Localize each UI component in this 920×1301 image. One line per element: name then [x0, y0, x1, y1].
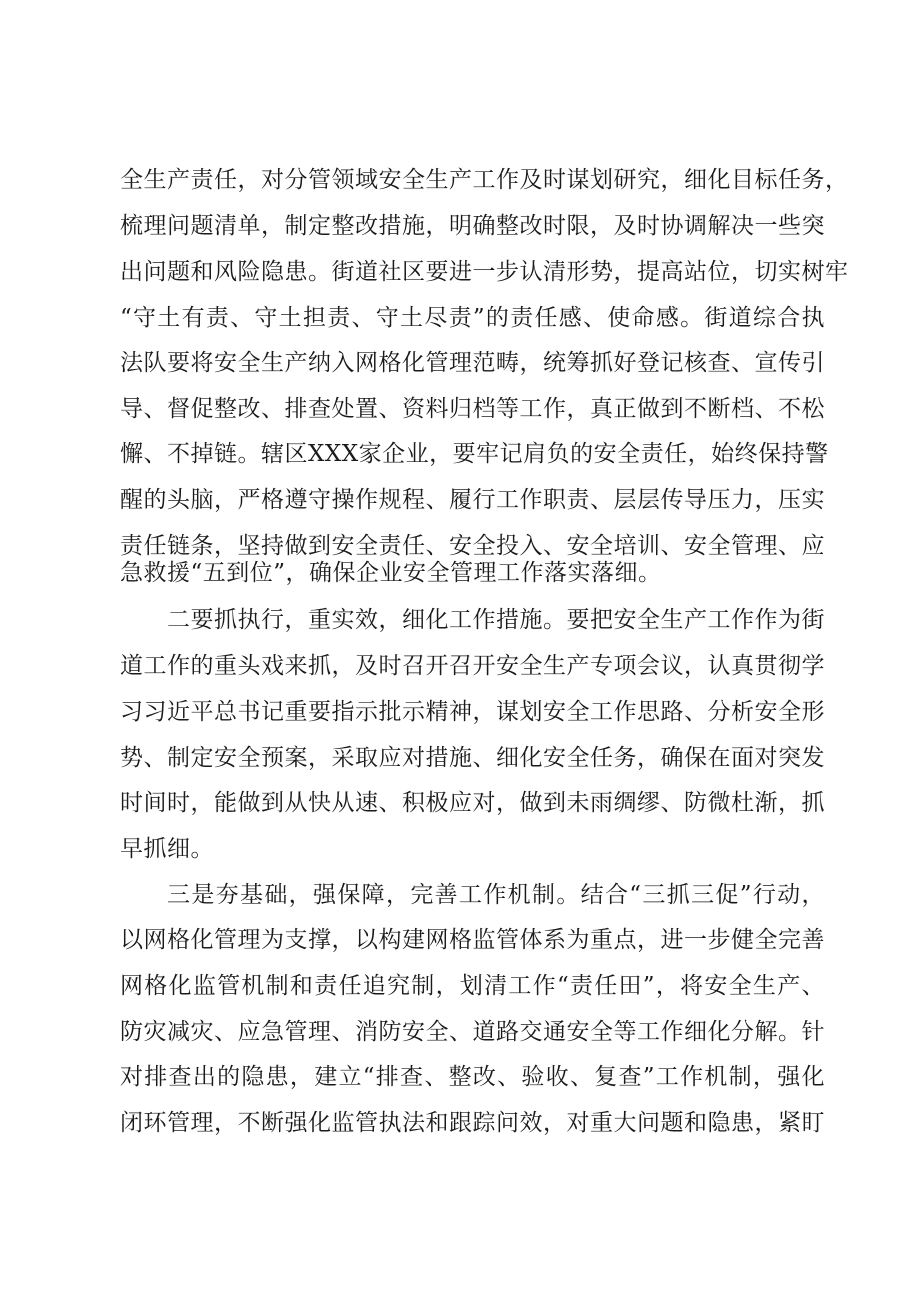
- paragraph-2-line-2: 道工作的重头戏来抓，及时召开召开安全生产专项会议，认真贯彻学: [120, 653, 825, 679]
- paragraph-3-line-5: 对排查出的隐患，建立“排查、整改、验收、复查”工作机制，强化: [120, 1064, 825, 1090]
- paragraph-1-line-1: 全生产责任，对分管领域安全生产工作及时谋划研究，细化目标任务，: [120, 167, 849, 193]
- paragraph-1-line-5: 法队要将安全生产纳入网格化管理范畴，统筹抓好登记核查、宣传引: [120, 350, 825, 376]
- paragraph-1-line-2: 梳理问题清单，制定整改措施，明确整改时限，及时协调解决一些突: [120, 213, 825, 239]
- paragraph-1-line-7: 懈、不掉链。辖区XXX家企业，要牢记肩负的安全责任，始终保持警: [120, 441, 829, 467]
- paragraph-1-line-3: 出问题和风险隐患。街道社区要进一步认清形势，提高站位，切实树牢: [120, 259, 849, 285]
- paragraph-2-line-6: 早抓细。: [120, 836, 214, 862]
- paragraph-3-line-4: 防灾减灾、应急管理、消防安全、道路交通安全等工作细化分解。针: [120, 1019, 825, 1045]
- paragraph-3-line-6: 闭环管理，不断强化监管执法和跟踪问效，对重大问题和隐患，紧盯: [120, 1110, 825, 1136]
- paragraph-1-line-10: 急救援“五到位”，确保企业安全管理工作落实落细。: [120, 560, 662, 586]
- paragraph-2-line-5: 时间时，能做到从快从速、积极应对，做到未雨绸缪、防微杜渐，抓: [120, 790, 825, 816]
- paragraph-1-line-4: “守土有责、守土担责、守土尽责”的责任感、使命感。街道综合执: [120, 305, 825, 331]
- paragraph-1-line-9: 责任链条，坚持做到安全责任、安全投入、安全培训、安全管理、应: [120, 533, 825, 559]
- paragraph-3-line-1: 三是夯基础，强保障，完善工作机制。结合“三抓三促”行动，: [167, 882, 825, 908]
- paragraph-3-line-3: 网格化监管机制和责任追究制，划清工作“责任田”，将安全生产、: [120, 973, 825, 999]
- paragraph-1-line-8: 醒的头脑，严格遵守操作规程、履行工作职责、层层传导压力，压实: [120, 487, 825, 513]
- paragraph-2-line-1: 二要抓执行，重实效，细化工作措施。要把安全生产工作作为街: [167, 607, 825, 633]
- paragraph-1-line-6: 导、督促整改、排查处置、资料归档等工作，真正做到不断档、不松: [120, 396, 825, 422]
- paragraph-3-line-2: 以网格化管理为支撑，以构建网格监管体系为重点，进一步健全完善: [120, 927, 825, 953]
- paragraph-2-line-3: 习习近平总书记重要指示批示精神，谋划安全工作思路、分析安全形: [120, 699, 825, 725]
- paragraph-2-line-4: 势、制定安全预案，采取应对措施、细化安全任务，确保在面对突发: [120, 745, 825, 771]
